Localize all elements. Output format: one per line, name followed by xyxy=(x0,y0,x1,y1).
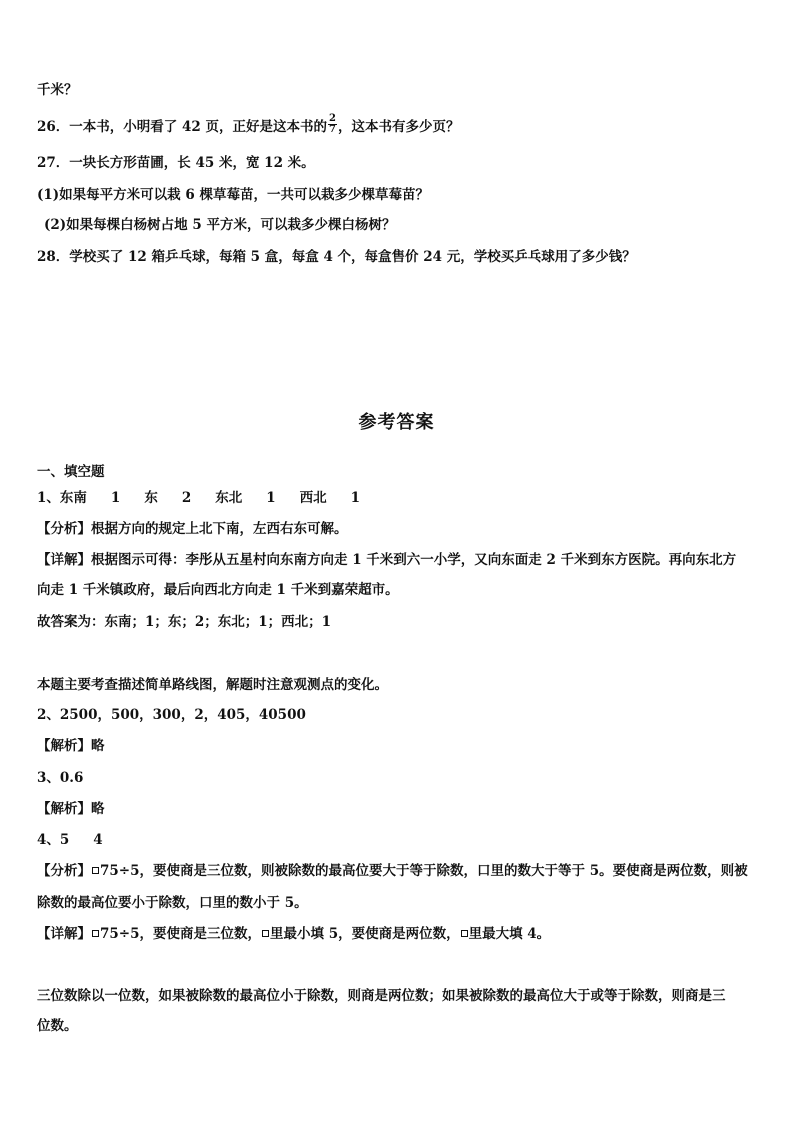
question-27-part2: (2)如果每棵白杨树占地 5 平方米，可以栽多少棵白杨树？ xyxy=(44,217,396,233)
q26-text-after: ，这本书有多少页？ xyxy=(337,119,460,135)
answer-4-value-2: 4 xyxy=(93,832,103,848)
answer-1-direction-2: 东 xyxy=(144,490,158,506)
answer-2-jiexi: 【解析】略 xyxy=(37,738,105,754)
answer-4-analysis-text: 75÷5，要使商是三位数，则被除数的最高位要大于等于除数，口里的数大于等于 5。要使商是两位数，则被 xyxy=(100,863,748,879)
q26-fraction xyxy=(328,114,337,135)
answer-4-detail-text-1: 75÷5，要使商是三位数， xyxy=(100,926,261,942)
answers-title: 参考答案 xyxy=(358,412,435,433)
q26-denominator: 7 xyxy=(328,124,336,135)
answer-1-value-3: 1 xyxy=(266,490,276,506)
answer-4 xyxy=(37,830,763,850)
answer-4-detail-text-2: 里最小填 5，要使商是两位数， xyxy=(270,926,460,942)
answer-1-value-1: 1 xyxy=(110,490,121,506)
answer-4-detail xyxy=(37,924,763,944)
answer-1-final: 故答案为：东南；1；东；2；东北；1；西北；1 xyxy=(37,614,332,630)
answer-1-direction-4: 西北 xyxy=(299,490,327,506)
question-27: 27．一块长方形苗圃，长 45 米，宽 12 米。 xyxy=(37,155,315,171)
answer-1 xyxy=(37,488,763,508)
blank-box-icon xyxy=(461,930,468,937)
answer-3: 3、0.6 xyxy=(37,770,84,786)
question-28: 28．学校买了 12 箱乒乓球，每箱 5 盒，每盒 4 个，每盒售价 24 元，学校买乒乓球用了多少钱？ xyxy=(37,249,636,265)
answer-4-detail-tag: 【详解】 xyxy=(37,926,91,942)
section-fill-blank: 一、填空题 xyxy=(37,464,105,480)
answer-4-detail-text-3: 里最大填 4。 xyxy=(468,926,551,942)
answer-1-note: 本题主要考查描述简单路线图，解题时注意观测点的变化。 xyxy=(37,677,388,693)
answer-4-summary-line1: 三位数除以一位数，如果被除数的最高位小于除数，则商是两位数；如果被除数的最高位大于或等于除数，则商是三 xyxy=(37,988,726,1004)
q25-tail: 千米？ xyxy=(37,82,78,98)
answer-4-label: 4、5 xyxy=(37,832,70,848)
answer-1-label: 1、东南 xyxy=(37,490,87,506)
q26-text-before: 26．一本书，小明看了 42 页，正好是这本书的 xyxy=(37,119,327,135)
blank-box-icon xyxy=(92,867,99,874)
answer-1-value-4: 1 xyxy=(350,490,361,506)
blank-box-icon xyxy=(92,930,99,937)
answer-4-summary-line2: 位数。 xyxy=(37,1018,78,1034)
answer-4-analysis-line2: 除数的最高位要小于除数，口里的数小于 5。 xyxy=(37,895,308,911)
answer-1-detail-line1: 【详解】根据图示可得：李彤从五星村向东南方向走 1 千米到六一小学，又向东面走 2 千米到东方医院。再向东北方 xyxy=(37,552,737,568)
question-27-part1: (1)如果每平方米可以栽 6 棵草莓苗，一共可以栽多少棵草莓苗？ xyxy=(37,187,429,203)
answer-4-analysis-line1 xyxy=(37,861,763,881)
answer-3-jiexi: 【解析】略 xyxy=(37,801,105,817)
answer-1-value-2: 2 xyxy=(181,490,192,506)
question-26 xyxy=(37,113,763,137)
answer-4-analysis-tag: 【分析】 xyxy=(37,863,91,879)
blank-box-icon xyxy=(262,930,269,937)
q26-numerator: 2 xyxy=(328,113,336,124)
answer-1-analysis: 【分析】根据方向的规定上北下南，左西右东可解。 xyxy=(37,521,348,537)
answer-1-direction-3: 东北 xyxy=(215,490,243,506)
answer-1-detail-line2: 向走 1 千米镇政府，最后向西北方向走 1 千米到嘉荣超市。 xyxy=(37,582,399,598)
answer-2: 2、2500，500，300，2，405，40500 xyxy=(37,707,306,723)
